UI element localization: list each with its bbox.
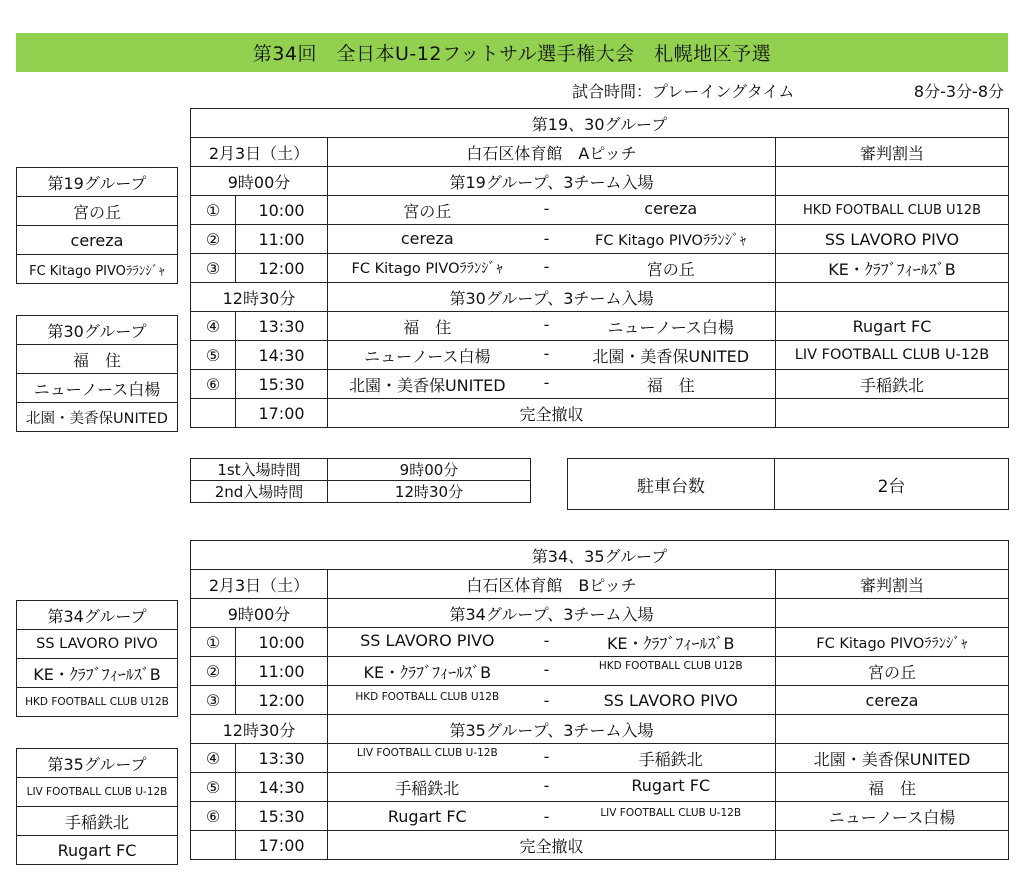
match-time: 13:30 — [236, 744, 328, 773]
versus-sep: - — [543, 228, 550, 248]
match-number: ① — [191, 628, 236, 657]
home-team: ニューノース白楊 — [364, 346, 491, 366]
first-entry-label: 1st入場時間 — [191, 459, 328, 481]
referee-empty — [776, 399, 1009, 428]
entry-time: 9時00分 — [191, 167, 328, 196]
match-time: 11:00 — [236, 657, 328, 686]
home-team: 福 住 — [403, 317, 452, 337]
referee-empty — [776, 715, 1009, 744]
match-time: 11:00 — [236, 225, 328, 254]
group-team: Rugart FC — [17, 836, 178, 865]
schedule-date: 2月3日（土） — [191, 138, 328, 167]
match-number: ④ — [191, 744, 236, 773]
match-pairing — [328, 628, 776, 657]
entry-time: 9時00分 — [191, 599, 328, 628]
group-team: 北園・美香保UNITED — [17, 403, 178, 432]
match-time: 10:00 — [236, 196, 328, 225]
final-label: 完全撤収 — [328, 831, 776, 860]
referee-empty — [776, 167, 1009, 196]
match-time: 15:30 — [236, 370, 328, 399]
match-number: ⑥ — [191, 802, 236, 831]
match-row — [191, 341, 1009, 370]
group-list-35 — [16, 748, 178, 865]
home-team: cereza — [400, 228, 454, 248]
match-time-label: 試合時間：プレーイングタイム — [572, 81, 795, 101]
referee-empty — [776, 599, 1009, 628]
home-team: LIV FOOTBALL CLUB U-12B — [356, 746, 498, 759]
match-row — [191, 196, 1009, 225]
match-row — [191, 628, 1009, 657]
match-referee: SS LAVORO PIVO — [776, 225, 1009, 254]
match-time: 14:30 — [236, 341, 328, 370]
away-team: HKD FOOTBALL CLUB U12B — [598, 659, 743, 672]
match-referee: 北園・美香保UNITED — [776, 744, 1009, 773]
first-entry-value: 9時00分 — [328, 459, 531, 481]
match-referee: ニューノース白楊 — [776, 802, 1009, 831]
entry-label: 第30グループ、3チーム入場 — [328, 283, 776, 312]
schedule-venue: 白石区体育館 Aピッチ — [328, 138, 776, 167]
match-time: 15:30 — [236, 802, 328, 831]
away-team: cereza — [644, 198, 698, 218]
match-pairing — [328, 370, 776, 399]
group-team: 宮の丘 — [17, 197, 178, 226]
match-pairing — [328, 254, 776, 283]
match-number: ⑥ — [191, 370, 236, 399]
match-number: ① — [191, 196, 236, 225]
match-pairing — [328, 312, 776, 341]
match-pairing — [328, 341, 776, 370]
group-team: LIV FOOTBALL CLUB U-12B — [17, 778, 178, 807]
match-number: ⑤ — [191, 773, 236, 802]
second-entry-label: 2nd入場時間 — [191, 481, 328, 503]
entry-label: 第35グループ、3チーム入場 — [328, 715, 776, 744]
match-pairing — [328, 773, 776, 802]
away-team: 北園・美香保UNITED — [592, 346, 750, 366]
parking-label: 駐車台数 — [568, 459, 775, 510]
home-team: 北園・美香保UNITED — [348, 375, 506, 395]
match-number: ③ — [191, 686, 236, 715]
match-row — [191, 312, 1009, 341]
match-row — [191, 225, 1009, 254]
away-team: Rugart FC — [631, 775, 711, 795]
versus-sep: - — [543, 806, 550, 826]
match-referee: cereza — [776, 686, 1009, 715]
versus-sep: - — [543, 372, 550, 392]
match-pairing — [328, 744, 776, 773]
group-list-30 — [16, 315, 178, 432]
home-team: SS LAVORO PIVO — [360, 630, 495, 650]
schedule-table-b — [190, 540, 1009, 860]
match-referee: Rugart FC — [776, 312, 1009, 341]
schedule-table-a — [190, 108, 1009, 428]
final-time: 17:00 — [236, 399, 328, 428]
away-team: ニューノース白楊 — [607, 317, 734, 337]
away-team: FC Kitago PIVOﾗﾗﾝｼﾞｬ — [595, 232, 747, 249]
away-team: LIV FOOTBALL CLUB U-12B — [600, 806, 742, 819]
match-row — [191, 657, 1009, 686]
match-number: ⑤ — [191, 341, 236, 370]
entry-info-table — [190, 458, 531, 503]
entry-label: 第34グループ、3チーム入場 — [328, 599, 776, 628]
match-pairing — [328, 686, 776, 715]
group-team: KE・ｸﾗﾌﾞﾌｨｰﾙｽﾞB — [17, 659, 178, 688]
group-list-34 — [16, 600, 178, 717]
versus-sep: - — [543, 746, 550, 766]
versus-sep: - — [543, 314, 550, 334]
final-time: 17:00 — [236, 831, 328, 860]
schedule-venue: 白石区体育館 Bピッチ — [328, 570, 776, 599]
match-row — [191, 744, 1009, 773]
match-pairing — [328, 802, 776, 831]
home-team: Rugart FC — [387, 806, 467, 826]
match-number: ② — [191, 225, 236, 254]
away-team: 宮の丘 — [646, 259, 695, 279]
match-time: 12:00 — [236, 686, 328, 715]
match-time-row — [560, 78, 1010, 102]
home-team: HKD FOOTBALL CLUB U12B — [355, 690, 500, 703]
match-pairing — [328, 196, 776, 225]
versus-sep: - — [543, 775, 550, 795]
match-time: 14:30 — [236, 773, 328, 802]
match-number: ④ — [191, 312, 236, 341]
page-title-banner: 第34回 全日本U-12フットサル選手権大会 札幌地区予選 — [16, 33, 1008, 72]
match-number-empty — [191, 831, 236, 860]
versus-sep: - — [543, 343, 550, 363]
match-number: ③ — [191, 254, 236, 283]
group-team: FC Kitago PIVOﾗﾗﾝｼﾞｬ — [17, 255, 178, 284]
group-team: ニューノース白楊 — [17, 374, 178, 403]
home-team: KE・ｸﾗﾌﾞﾌｨｰﾙｽﾞB — [363, 662, 492, 682]
group-name: 第35グループ — [17, 749, 178, 778]
match-time: 12:00 — [236, 254, 328, 283]
schedule-date: 2月3日（土） — [191, 570, 328, 599]
group-team: SS LAVORO PIVO — [17, 630, 178, 659]
entry-label: 第19グループ、3チーム入場 — [328, 167, 776, 196]
entry-time: 12時30分 — [191, 283, 328, 312]
match-referee: 福 住 — [776, 773, 1009, 802]
away-team: 手稲鉄北 — [638, 749, 703, 769]
match-number-empty — [191, 399, 236, 428]
match-row — [191, 802, 1009, 831]
match-referee: 宮の丘 — [776, 657, 1009, 686]
referee-header: 審判割当 — [776, 570, 1009, 599]
home-team: 手稲鉄北 — [395, 778, 460, 798]
away-team: SS LAVORO PIVO — [603, 690, 738, 710]
match-time: 10:00 — [236, 628, 328, 657]
parking-table — [567, 458, 1009, 510]
entry-time: 12時30分 — [191, 715, 328, 744]
referee-empty — [776, 831, 1009, 860]
match-pairing — [328, 225, 776, 254]
match-pairing — [328, 657, 776, 686]
referee-header: 審判割当 — [776, 138, 1009, 167]
versus-sep: - — [543, 690, 550, 710]
match-referee: FC Kitago PIVOﾗﾗﾝｼﾞｬ — [776, 628, 1009, 657]
match-referee: KE・ｸﾗﾌﾞﾌｨｰﾙｽﾞB — [776, 254, 1009, 283]
match-referee: 手稲鉄北 — [776, 370, 1009, 399]
group-team: 手稲鉄北 — [17, 807, 178, 836]
referee-empty — [776, 283, 1009, 312]
group-list-19 — [16, 167, 178, 284]
home-team: FC Kitago PIVOﾗﾗﾝｼﾞｬ — [351, 260, 504, 277]
group-team: cereza — [17, 226, 178, 255]
group-name: 第19グループ — [17, 168, 178, 197]
schedule-title: 第19、30グループ — [191, 109, 1009, 138]
schedule-title: 第34、35グループ — [191, 541, 1009, 570]
match-row — [191, 254, 1009, 283]
match-referee: HKD FOOTBALL CLUB U12B — [776, 196, 1009, 225]
match-time: 13:30 — [236, 312, 328, 341]
group-team: 福 住 — [17, 345, 178, 374]
group-name: 第30グループ — [17, 316, 178, 345]
versus-sep: - — [543, 630, 550, 650]
away-team: 福 住 — [646, 375, 695, 395]
versus-sep: - — [543, 256, 550, 276]
home-team: 宮の丘 — [403, 201, 452, 221]
match-row — [191, 686, 1009, 715]
group-team: HKD FOOTBALL CLUB U12B — [17, 688, 178, 717]
away-team: KE・ｸﾗﾌﾞﾌｨｰﾙｽﾞB — [606, 633, 735, 653]
second-entry-value: 12時30分 — [328, 481, 531, 503]
versus-sep: - — [543, 198, 550, 218]
match-number: ② — [191, 657, 236, 686]
match-time-value: 8分-3分-8分 — [913, 81, 1004, 101]
versus-sep: - — [543, 659, 550, 679]
group-name: 第34グループ — [17, 601, 178, 630]
final-label: 完全撤収 — [328, 399, 776, 428]
parking-value: 2台 — [775, 459, 1009, 510]
match-row — [191, 370, 1009, 399]
match-referee: LIV FOOTBALL CLUB U-12B — [776, 341, 1009, 370]
match-row — [191, 773, 1009, 802]
